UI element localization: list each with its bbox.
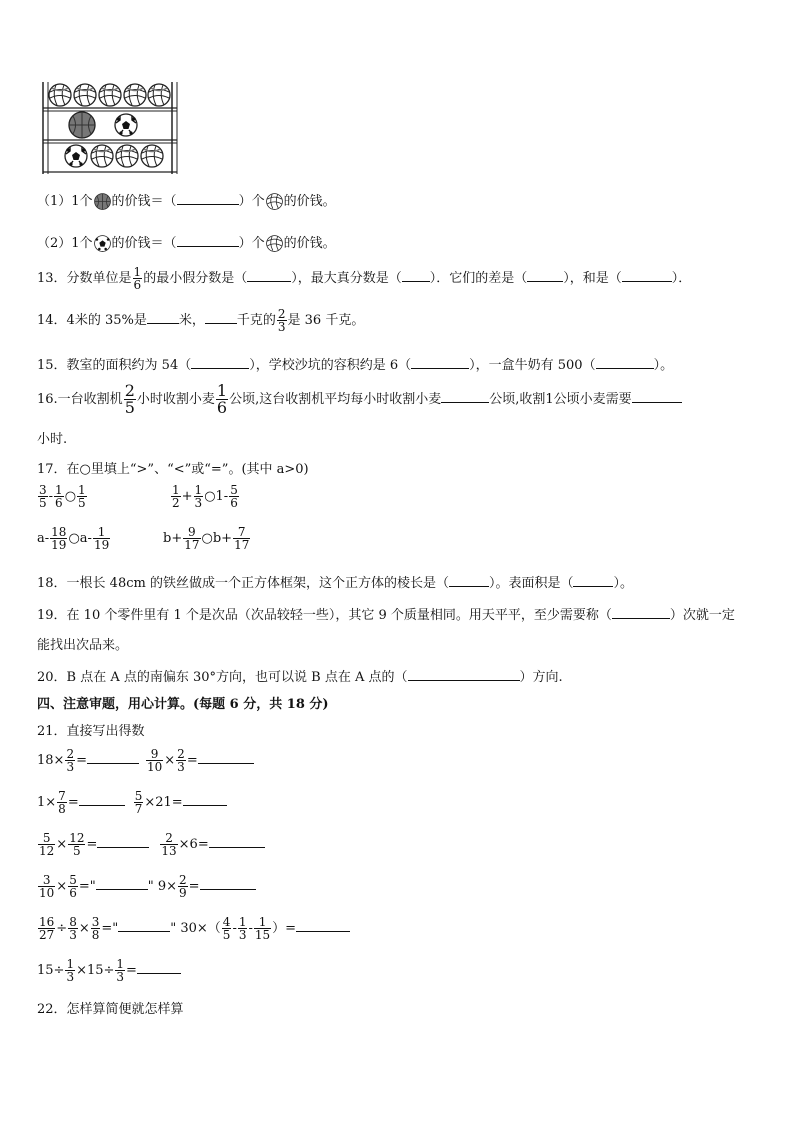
basketball-icon: [93, 192, 112, 211]
q16-blank-2[interactable]: [632, 389, 682, 403]
answer-blank[interactable]: [87, 750, 139, 764]
q15-blank-1[interactable]: [191, 355, 249, 369]
compare-circle[interactable]: ○a-: [68, 531, 92, 546]
question-20: 20．B 点在 A 点的南偏东 30°方向，也可以说 B 点在 A 点的（ ）方向.: [37, 666, 563, 685]
ball-rack-illustration: [40, 80, 180, 176]
answer-blank[interactable]: [200, 876, 256, 890]
answer-blank[interactable]: [198, 750, 254, 764]
answer-blank[interactable]: [79, 792, 125, 806]
volleyball-icon: [265, 192, 284, 211]
q21-row-4: $\frac{3}{10}$ × $\frac{5}{6}$ =" " 9× $\frac{2}{9}$ =: [37, 874, 256, 899]
fraction: $\frac{2}{3}$: [277, 307, 286, 334]
q12-blank-1[interactable]: [177, 191, 239, 205]
q21-row-2: 1× $\frac{7}{8}$ = $\frac{5}{7}$ ×21=: [37, 790, 227, 815]
q19-blank-1[interactable]: [612, 605, 670, 619]
answer-blank[interactable]: [97, 834, 149, 848]
q15-blank-3[interactable]: [596, 355, 654, 369]
q17-item-1: $\frac{3}{5}$ - $\frac{1}{6}$ ○ $\frac{1}{5}$: [39, 483, 86, 510]
q17-item-2: $\frac{1}{2}$ + $\frac{1}{3}$ ○1- $\frac{5}{6}$: [172, 483, 238, 510]
compare-circle[interactable]: ○: [64, 489, 77, 504]
q13-blank-4[interactable]: [622, 268, 672, 282]
q18-blank-1[interactable]: [449, 573, 489, 587]
question-15: 15．教室的面积约为 54（ ），学校沙坑的容积约是 6（ ），一盒牛奶有 500（ ）。: [37, 354, 673, 373]
question-16: 16.一台收割机 $\frac{2}{5}$ 小时收割小麦 $\frac{1}{6}$ 公顷,这台收割机平均每小时收割小麦 公顷,收割1公顷小麦需要: [37, 383, 682, 416]
q14-blank-2[interactable]: [205, 310, 237, 324]
q12-blank-2[interactable]: [177, 233, 239, 247]
fraction: $\frac{1}{6}$: [133, 265, 142, 292]
soccer-ball-icon: [93, 234, 112, 253]
q14-blank-1[interactable]: [147, 310, 179, 324]
q17-item-4: b+ $\frac{9}{17}$ ○b+ $\frac{7}{17}$: [163, 525, 250, 552]
volleyball-icon: [265, 234, 284, 253]
question-18: 18．一根长 48cm 的铁丝做成一个正方体框架，这个正方体的棱长是（ ）。表面积是（ ）。: [37, 572, 633, 591]
compare-circle[interactable]: ○b+: [201, 531, 233, 546]
q12-line-2: （2）1个 的价钱＝（ ）个 的价钱。: [37, 232, 336, 253]
q16-blank-1[interactable]: [441, 389, 489, 403]
section-4-heading: 四、注意审题，用心计算。(每题 6 分，共 18 分): [37, 697, 329, 712]
q12-line-1: （1）1个 的价钱＝（ ）个 的价钱。: [37, 190, 336, 211]
q21-row-1: 18× $\frac{2}{3}$ = $\frac{9}{10}$ × $\frac{2}{3}$ =: [37, 748, 254, 773]
q21-row-5: $\frac{16}{27}$ ÷ $\frac{8}{3}$ × $\frac{3}{8}$ =" " 30×（ $\frac{4}{5}$ - $\frac{1}{3}$ - $\frac{1}{15}$ ）=: [37, 916, 350, 941]
q13-blank-2[interactable]: [402, 268, 430, 282]
question-19-cont: 能找出次品来。: [37, 638, 129, 653]
question-19: 19．在 10 个零件里有 1 个是次品（次品较轻一些），其它 9 个质量相同。用天平平，至少需要称（ ）次就一定: [37, 604, 735, 623]
question-16-cont: 小时.: [37, 432, 68, 447]
answer-blank[interactable]: [209, 834, 265, 848]
question-13: 13．分数单位是 $\frac{1}{6}$ 的最小假分数是（ ），最大真分数是（ ）．它们的差是（ ），和是（ ）．: [37, 265, 692, 292]
question-22: 22．怎样算简便就怎样算: [37, 1002, 184, 1017]
question-17-title: 17．在○里填上“>”、“<”或“=”。(其中 a>0): [37, 462, 309, 477]
q21-row-3: $\frac{5}{12}$ × $\frac{12}{5}$ = $\frac{2}{13}$ ×6=: [37, 832, 265, 857]
answer-blank[interactable]: [137, 960, 181, 974]
q15-blank-2[interactable]: [411, 355, 469, 369]
fraction: $\frac{2}{5}$: [124, 381, 135, 417]
answer-blank[interactable]: [118, 918, 170, 932]
compare-circle[interactable]: ○1-: [204, 489, 229, 504]
answer-blank[interactable]: [96, 876, 148, 890]
q21-row-6: 15÷ $\frac{1}{3}$ ×15÷ $\frac{1}{3}$ =: [37, 958, 181, 983]
q17-item-3: a- $\frac{18}{19}$ ○a- $\frac{1}{19}$: [37, 525, 110, 552]
q20-blank-1[interactable]: [408, 667, 520, 681]
question-14: 14．4米的 35%是 米， 千克的 $\frac{2}{3}$ 是 36 千克。: [37, 307, 365, 334]
q13-blank-3[interactable]: [527, 268, 563, 282]
q13-blank-1[interactable]: [247, 268, 291, 282]
fraction: $\frac{1}{6}$: [216, 381, 228, 417]
question-21-title: 21．直接写出得数: [37, 724, 145, 739]
q18-blank-2[interactable]: [573, 573, 613, 587]
answer-blank[interactable]: [296, 918, 350, 932]
answer-blank[interactable]: [183, 792, 227, 806]
